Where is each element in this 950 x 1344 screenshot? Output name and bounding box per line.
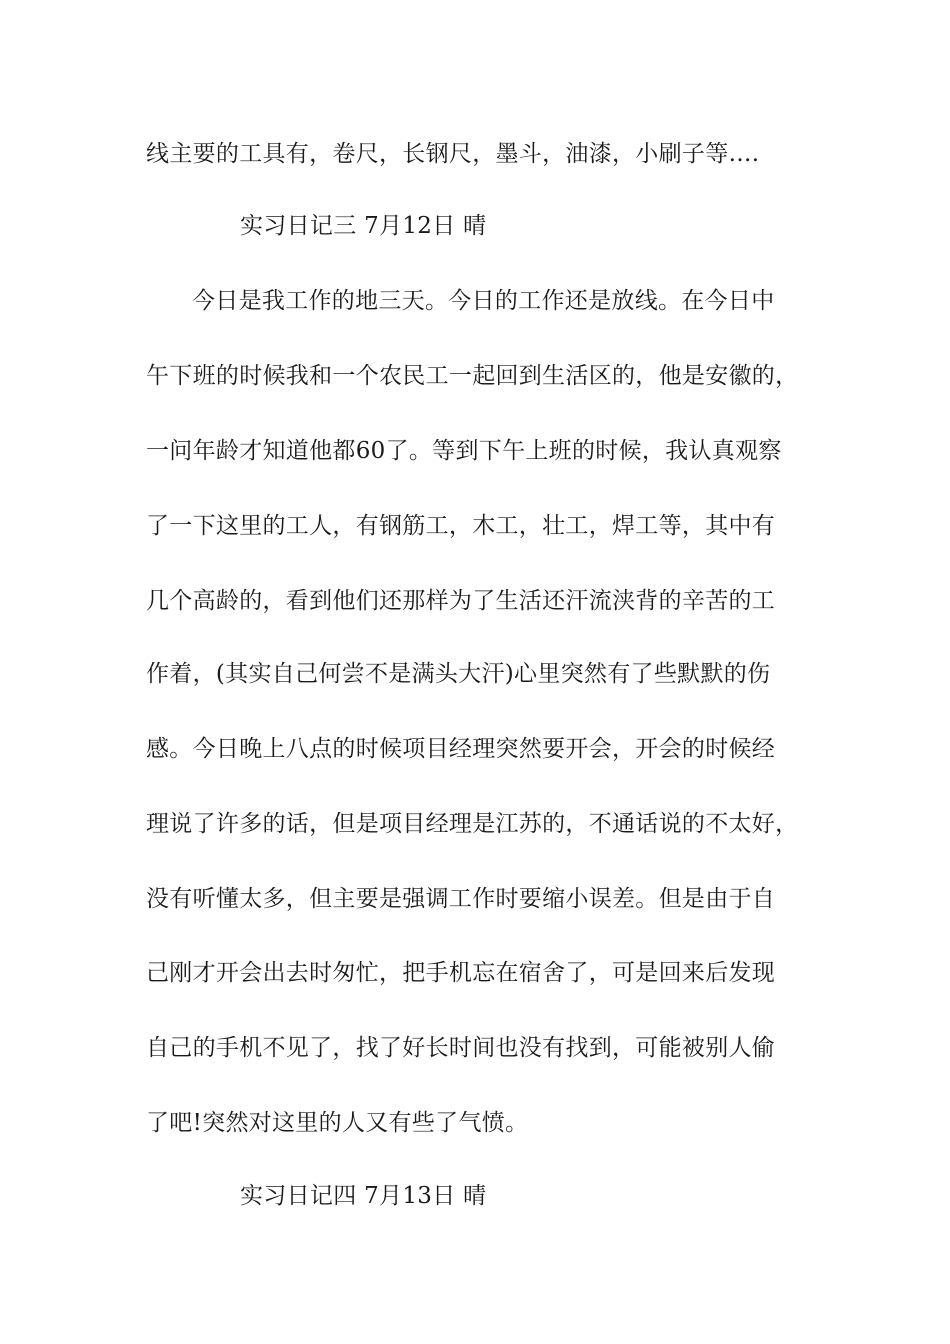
paragraph-line: 几个高龄的，看到他们还那样为了生活还汗流浃背的辛苦的工 bbox=[146, 588, 776, 614]
paragraph-line: 没有听懂太多，但主要是强调工作时要缩小误差。但是由于自 bbox=[146, 886, 776, 912]
paragraph-line: 午下班的时候我和一个农民工一起回到生活区的，他是安徽的， bbox=[146, 363, 799, 389]
diary-heading: 实习日记四 7月13日 晴 bbox=[240, 1183, 487, 1209]
paragraph-line: 了一下这里的工人，有钢筋工，木工，壮工，焊工等，其中有 bbox=[146, 513, 776, 539]
paragraph-line: 己刚才开会出去时匆忙，把手机忘在宿舍了，可是回来后发现 bbox=[146, 960, 776, 986]
paragraph-line: 一问年龄才知道他都60了。等到下午上班的时候，我认真观察 bbox=[146, 438, 782, 464]
paragraph-line: 理说了许多的话，但是项目经理是江苏的，不通话说的不太好， bbox=[146, 811, 799, 837]
paragraph-line: 感。今日晚上八点的时候项目经理突然要开会，开会的时候经 bbox=[146, 736, 776, 762]
paragraph-line: 自己的手机不见了，找了好长时间也没有找到，可能被别人偷 bbox=[146, 1035, 776, 1061]
paragraph-line: 了吧!突然对这里的人又有些了气愤。 bbox=[146, 1110, 529, 1136]
diary-heading: 实习日记三 7月12日 晴 bbox=[240, 213, 487, 239]
paragraph-line: 今日是我工作的地三天。今日的工作还是放线。在今日中 bbox=[192, 288, 775, 314]
paragraph-line: 线主要的工具有，卷尺，长钢尺，墨斗，油漆，小刷子等…. bbox=[146, 141, 760, 167]
paragraph-line: 作着，(其实自己何尝不是满头大汗)心里突然有了些默默的伤 bbox=[146, 661, 771, 687]
